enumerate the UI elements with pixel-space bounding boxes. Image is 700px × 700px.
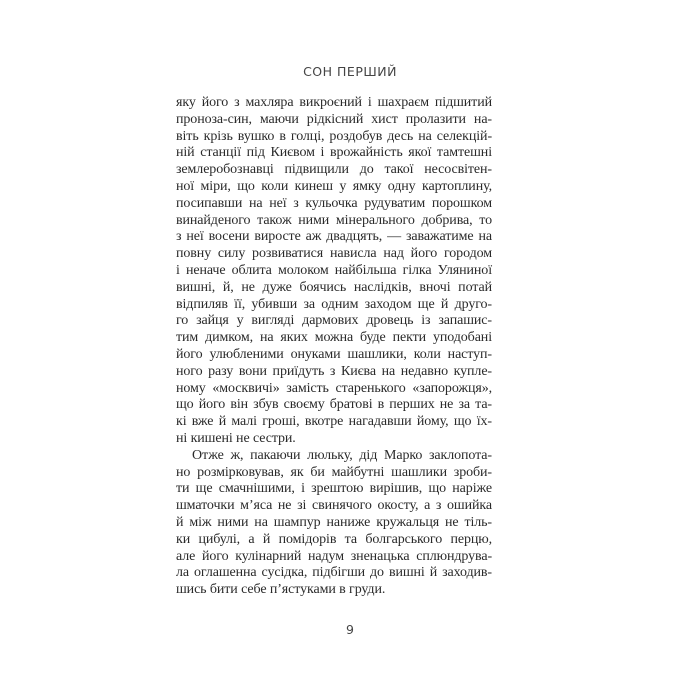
text-line: го зайця у вигляді дармових дровець із запашис- bbox=[176, 313, 492, 329]
text-line: кі вже й малі гроші, вкотре нагадавши йому, що їх- bbox=[176, 414, 492, 430]
text-line: з неї восени виросте аж двадцять, — заважатиме на bbox=[176, 229, 492, 245]
text-line: але його кулінарний надум зненацька сплюндрува- bbox=[176, 548, 492, 564]
text-line: ла оглашенна сусідка, підбігши до вишні й заходив- bbox=[176, 565, 492, 581]
page-number: 9 bbox=[346, 622, 354, 637]
text-line: шись бити себе п’ястуками в груди. bbox=[176, 582, 386, 598]
paragraph-2 bbox=[176, 448, 492, 599]
paragraph-1 bbox=[176, 95, 492, 448]
text-line: ти ще смачнішими, і зрештою вирішив, що наріже bbox=[176, 481, 492, 497]
text-line: землеробознавці підвищили до такої несосвітен- bbox=[176, 162, 492, 178]
text-line: відпиляв її, убивши за одним заходом ще й друго- bbox=[176, 296, 492, 312]
text-line: ки цибулі, а й помідорів та болгарського перцю, bbox=[176, 531, 492, 547]
text-line: тим димком, на яких можна буде пекти уподобані bbox=[176, 330, 492, 346]
text-line: но розмірковував, як би майбутні шашлики зроби- bbox=[176, 464, 492, 480]
text-line: його улюбленими онуками шашлики, коли наступ- bbox=[176, 346, 492, 362]
text-line: віть крізь вушко в голці, роздобув десь на селекцій- bbox=[176, 128, 492, 144]
text-line: ній станції під Києвом і врожайність якої тамтешні bbox=[176, 145, 492, 161]
text-line: винайденого також ними мінерального добрива, то bbox=[176, 212, 492, 228]
text-line: вишні, й, не дуже боячись наслідків, вночі потай bbox=[176, 279, 492, 295]
text-line: і неначе облита молоком найбільша гілка Уляниної bbox=[176, 262, 492, 278]
text-line: й між ними на шампур наниже кружальця не тіль- bbox=[176, 514, 492, 530]
text-line: яку його з махляра викроєний і шахраєм підшитий bbox=[176, 95, 492, 110]
text-line: ному «москвичі» замість старенького «запорожця», bbox=[176, 380, 492, 396]
text-line: посипавши на неї з кульочка рудуватим порошком bbox=[176, 195, 492, 211]
running-header: СОН ПЕРШИЙ bbox=[303, 64, 397, 79]
text-line: ного разу вони приїдуть з Києва на недавно купле- bbox=[176, 363, 492, 379]
text-line: ні кишені не сестри. bbox=[176, 430, 296, 446]
page-body-text bbox=[176, 95, 492, 599]
text-line: що його він збув своєму братові в перших не за та- bbox=[176, 397, 492, 413]
text-line: Отже ж, пакаючи люльку, дід Марко заклопота- bbox=[192, 447, 492, 463]
text-line: шматочки м’яса не зі свинячого окосту, а з ошийка bbox=[176, 498, 492, 514]
text-line: проноза-син, маючи рідкісний хист пролазити на- bbox=[176, 111, 492, 127]
text-line: повну силу розвиватися нависла над його городом bbox=[176, 246, 492, 262]
text-line: ної міри, що коли кинеш у ямку одну картоплину, bbox=[176, 178, 492, 194]
